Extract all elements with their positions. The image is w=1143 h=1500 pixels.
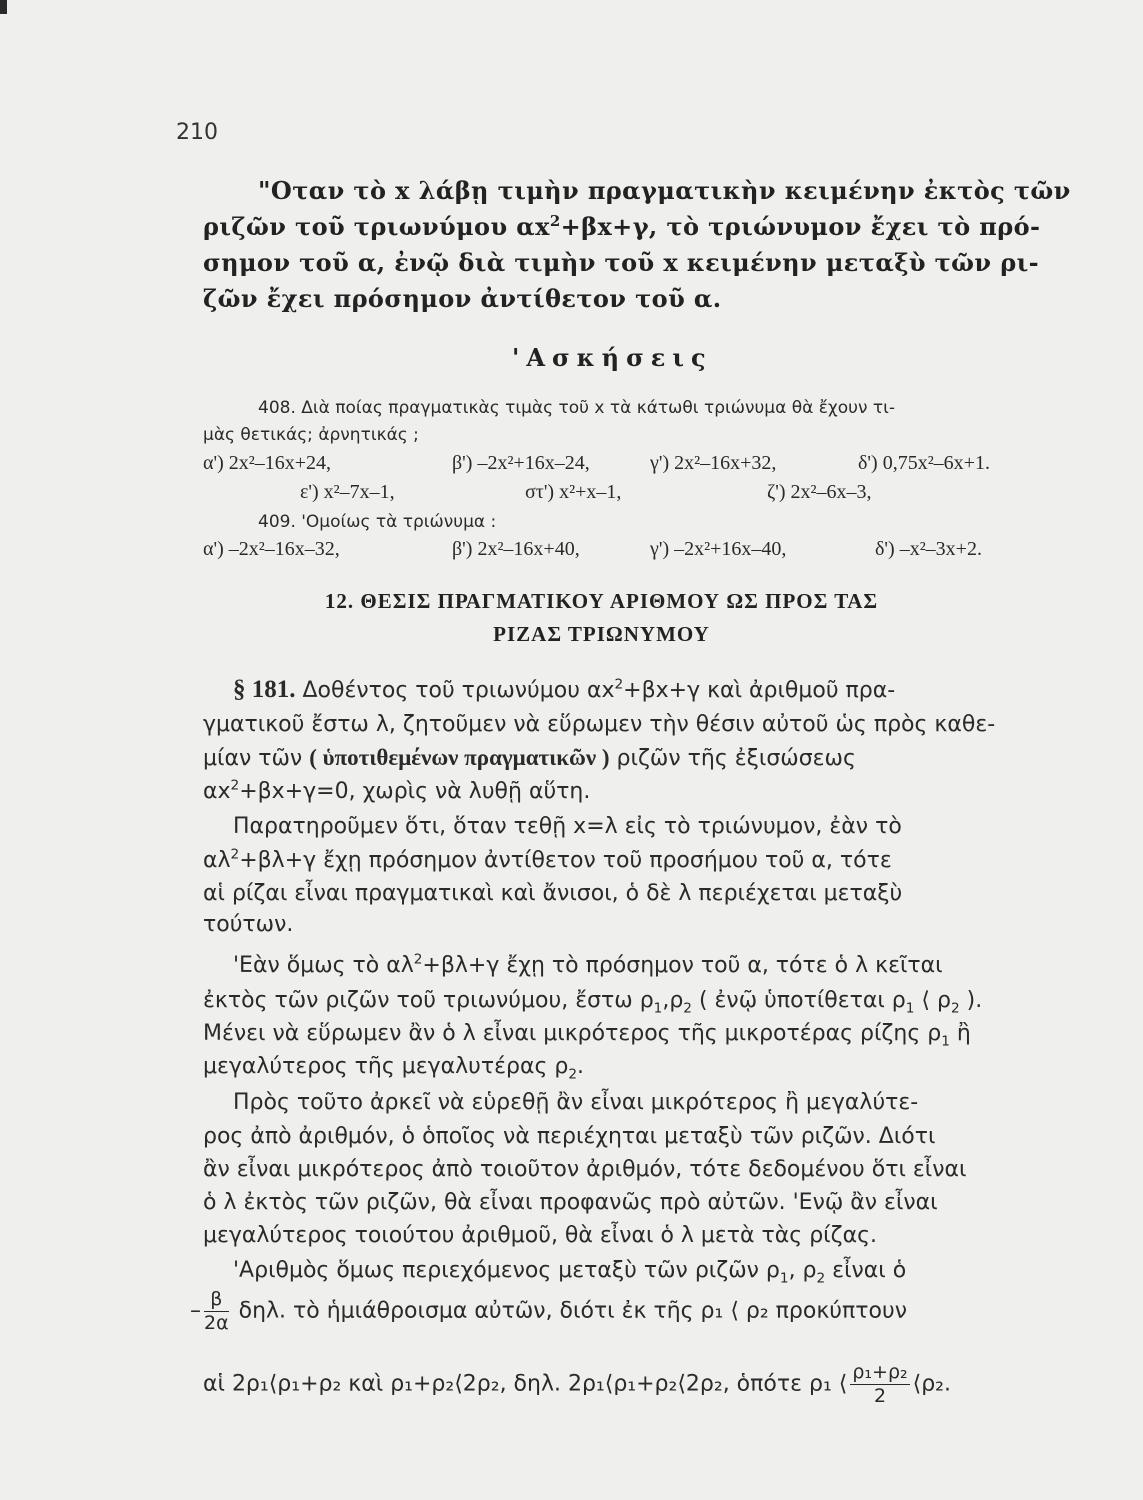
- para-3-line-3: Μένει νὰ εὕρωμεν ἂν ὁ λ εἶναι μικρότερος τῆς μικροτέρας ρίζης $\rho_1$ ἢ: [203, 1021, 971, 1050]
- para-5-line-2: – $\frac{\beta}{2\alpha}$ δηλ. τὸ ἡμιάθροισμα αὐτῶν, διότι ἐκ τῆς ρ₁ ⟨ ρ₂ προκύπτουν: [190, 1288, 908, 1334]
- scan-corner-mark: [0, 0, 7, 14]
- para-4-line-1: Πρὸς τοῦτο ἀρκεῖ νὰ εὑρεθῇ ἂν εἶναι μικρότερος ἢ μεγαλύτε-: [233, 1090, 919, 1115]
- exercise-409-option-a: α') –2x²–16x–32,: [203, 538, 340, 560]
- para-4-line-2: ρος ἀπὸ ἀριθμόν, ὁ ὁποῖος νὰ περιέχηται μεταξὺ τῶν ριζῶν. Διότι: [203, 1124, 936, 1149]
- page-number: 210: [176, 120, 218, 145]
- theorem-line-4: ζῶν ἔχει πρόσημον ἀντίθετον τοῦ α.: [203, 284, 722, 313]
- exercise-408-line-1: 408. Διὰ ποίας πραγματικὰς τιμὰς τοῦ x τὰ κάτωθι τριώνυμα θὰ ἔχουν τι-: [258, 398, 896, 418]
- exercise-408-option-d: δ') 0,75x²–6x+1.: [858, 452, 990, 474]
- para-3-line-1: 'Εὰν ὅμως τὸ $\alpha\lambda^2+\beta\lambda+\gamma$ ἔχῃ τὸ πρόσημον τοῦ α, τότε ὁ λ κεῖται: [233, 951, 943, 978]
- exercise-408-option-st: στ') x²+x–1,: [525, 481, 622, 503]
- para-2-line-2: $\alpha\lambda^2+\beta\lambda+\gamma$ ἔχῃ πρόσημον ἀντίθετον τοῦ προσήμου τοῦ α, τότε: [203, 846, 892, 873]
- exercise-408-option-e: ε') x²–7x–1,: [300, 481, 395, 503]
- exercise-409-line-1: 409. 'Ομοίως τὰ τριώνυμα :: [258, 512, 497, 532]
- exercise-409-option-c: γ') –2x²+16x–40,: [650, 538, 787, 560]
- para-2-line-3: αἱ ρίζαι εἶναι πραγματικαὶ καὶ ἄνισοι, ὁ δὲ λ περιέχεται μεταξὺ: [203, 881, 903, 906]
- exercise-409-option-b: β') 2x²–16x+40,: [452, 538, 580, 560]
- para-4-line-5: μεγαλύτερος τοιούτου ἀριθμοῦ, θὰ εἶναι ὁ λ μετὰ τὰς ρίζας.: [203, 1223, 877, 1248]
- fraction-half-sum: $\frac{\text{ρ₁+ρ₂}}{2}$: [852, 1361, 908, 1407]
- para-181-line-3: μίαν τῶν ( ὑποτιθεμένων πραγματικῶν ) ριζῶν τῆς ἐξισώσεως: [203, 745, 856, 771]
- section-title-line-2: ΡΙΖΑΣ ΤΡΙΩΝΥΜΟΥ: [493, 622, 710, 646]
- exercise-408-option-c: γ') 2x²–16x+32,: [650, 452, 777, 474]
- exercise-408-option-b: β') –2x²+16x–24,: [452, 452, 590, 474]
- para-3-line-2: ἐκτὸς τῶν ριζῶν τοῦ τριωνύμου, ἔστω $\rho_1,\rho_2$ ( ἐνῷ ὑποτίθεται $\rho_1$ ⟨ $\rho_2$ ).: [203, 988, 983, 1017]
- para-3-line-4: μεγαλύτερος τῆς μεγαλυτέρας $\rho_2$.: [203, 1054, 585, 1083]
- para-181-line-1: § 181. Δοθέντος τοῦ τριωνύμου $\alpha x^2+\beta x+\gamma$ καὶ ἀριθμοῦ πρα-: [233, 676, 896, 703]
- exercise-409-option-d: δ') –x²–3x+2.: [875, 538, 982, 560]
- theorem-line-2: ριζῶν τοῦ τριωνύμου $\alpha x^2+\beta x+\gamma$, τὸ τριώνυμον ἔχει τὸ πρό-: [203, 212, 1041, 241]
- section-title-line-1: 12. ΘΕΣΙΣ ΠΡΑΓΜΑΤΙΚΟΥ ΑΡΙΘΜΟΥ ΩΣ ΠΡΟΣ ΤΑΣ: [324, 589, 879, 613]
- para-4-line-4: ὁ λ ἐκτὸς τῶν ριζῶν, θὰ εἶναι προφανῶς πρὸ αὐτῶν. 'Ενῷ ἂν εἶναι: [203, 1190, 938, 1215]
- section-mark: § 181.: [233, 676, 296, 703]
- exercise-408-option-a: α') 2x²–16x+24,: [203, 452, 332, 474]
- para-2-line-4: τούτων.: [203, 912, 294, 937]
- exercises-heading: 'Ασκήσεις: [512, 343, 713, 372]
- para-2-line-1: Παρατηροῦμεν ὅτι, ὅταν τεθῇ x=λ εἰς τὸ τριώνυμον, ἐὰν τὸ: [233, 814, 902, 839]
- theorem-line-3: σημον τοῦ α, ἐνῷ διὰ τιμὴν τοῦ x κειμένην μεταξὺ τῶν ρι-: [203, 248, 1039, 277]
- exercise-408-line-2: μὰς θετικάς; ἀρνητικάς ;: [203, 425, 419, 445]
- theorem-line-1: "Οταν τὸ x λάβῃ τιμὴν πραγματικὴν κειμένην ἐκτὸς τῶν: [258, 176, 1071, 205]
- para-4-line-3: ἂν εἶναι μικρότερος ἀπὸ τοιοῦτον ἀριθμόν, τότε δεδομένου ὅτι εἶναι: [203, 1157, 967, 1182]
- exercise-408-option-z: ζ') 2x²–6x–3,: [767, 481, 872, 503]
- para-181-line-2: γματικοῦ ἔστω λ, ζητοῦμεν νὰ εὕρωμεν τὴν θέσιν αὐτοῦ ὡς πρὸς καθε-: [203, 712, 996, 737]
- para-181-line-4: $\alpha x^2+\beta x+\gamma=0$, χωρὶς νὰ λυθῇ αὕτη.: [203, 777, 591, 804]
- para-5-line-1: 'Αριθμὸς ὅμως περιεχόμενος μεταξὺ τῶν ριζῶν $\rho_1$, $\rho_2$ εἶναι ὁ: [233, 1258, 907, 1287]
- para-5-line-3: αἱ 2ρ₁⟨ρ₁+ρ₂ καὶ ρ₁+ρ₂⟨2ρ₂, δηλ. 2ρ₁⟨ρ₁+ρ₂⟨2ρ₂, ὁπότε ρ₁ ⟨ $\frac{\text{ρ₁+ρ₂}}{2}$ ⟨ρ₂.: [203, 1361, 951, 1407]
- fraction-beta-over-2alpha: $\frac{\beta}{2\alpha}$: [204, 1288, 229, 1334]
